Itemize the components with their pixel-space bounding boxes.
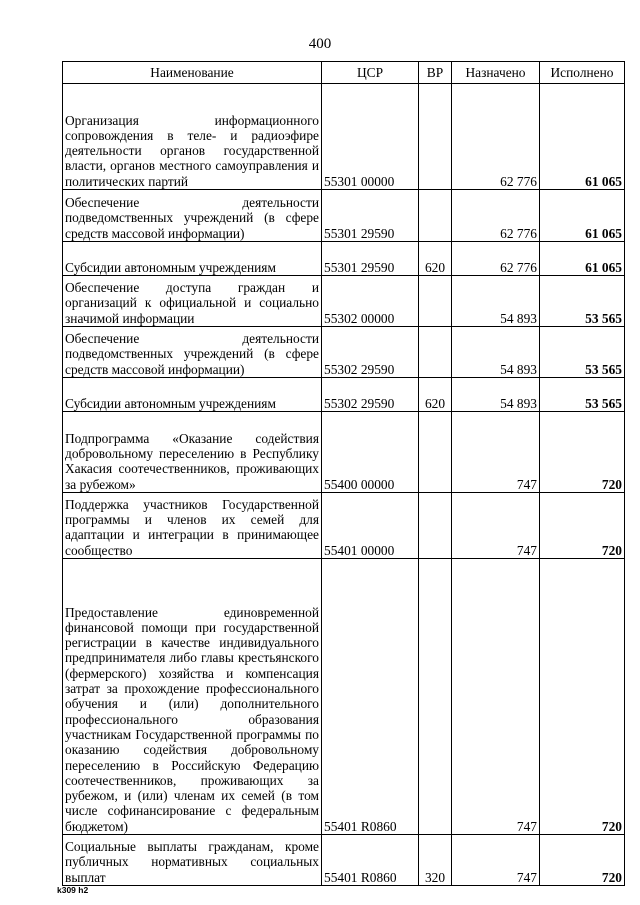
row-vr: 320 xyxy=(419,835,452,886)
row-executed: 61 065 xyxy=(540,190,625,242)
table-row xyxy=(63,835,625,886)
table-row xyxy=(63,559,625,835)
row-name: Обеспечение деятельности подведомственных учреждений (в сфере средств массовой информации) xyxy=(63,327,322,378)
row-csr: 55401 R0860 xyxy=(322,559,419,835)
row-csr: 55401 R0860 xyxy=(322,835,419,886)
row-executed: 61 065 xyxy=(540,242,625,276)
row-planned: 54 893 xyxy=(452,378,540,412)
row-planned: 54 893 xyxy=(452,327,540,378)
row-planned: 62 776 xyxy=(452,84,540,190)
row-planned: 62 776 xyxy=(452,242,540,276)
header-vr: ВР xyxy=(419,62,452,84)
row-planned: 747 xyxy=(452,835,540,886)
row-executed: 720 xyxy=(540,412,625,493)
row-planned: 747 xyxy=(452,559,540,835)
row-planned: 62 776 xyxy=(452,190,540,242)
row-name: Обеспечение доступа граждан и организаций к официальной и социально значимой информации xyxy=(63,276,322,327)
row-name: Предоставление единовременной финансовой помощи при государственной регистрации в качестве индивидуального предпринимателя либо главы крестьянского (фермерского) хозяйства и компенсация затрат за прохождение профессионального обучения и (или) дополнительного профессионального образования участникам Государственной программы по оказанию содействия добровольному переселению в Российскую Федерацию соотечественников, проживающих за рубежом, и (или) членам их семей (в том числе софинансирование с федеральным бюджетом) xyxy=(63,559,322,835)
header-executed: Исполнено xyxy=(540,62,625,84)
table-row xyxy=(63,242,625,276)
row-vr xyxy=(419,559,452,835)
row-vr xyxy=(419,84,452,190)
row-executed: 720 xyxy=(540,493,625,559)
row-executed: 53 565 xyxy=(540,327,625,378)
table-row xyxy=(63,493,625,559)
row-name: Подпрограмма «Оказание содействия добровольному переселению в Республику Хакасия соотечественников, проживающих за рубежом» xyxy=(63,412,322,493)
budget-table xyxy=(62,61,625,886)
row-executed: 720 xyxy=(540,835,625,886)
footer-code: k309 h2 xyxy=(57,885,89,895)
row-vr xyxy=(419,327,452,378)
row-planned: 747 xyxy=(452,493,540,559)
row-csr: 55302 00000 xyxy=(322,276,419,327)
row-planned: 747 xyxy=(452,412,540,493)
row-name: Субсидии автономным учреждениям xyxy=(63,378,322,412)
row-name: Обеспечение деятельности подведомственных учреждений (в сфере средств массовой информации) xyxy=(63,190,322,242)
row-csr: 55302 29590 xyxy=(322,327,419,378)
row-executed: 61 065 xyxy=(540,84,625,190)
row-executed: 53 565 xyxy=(540,276,625,327)
table-row xyxy=(63,378,625,412)
table-row xyxy=(63,84,625,190)
header-planned: Назначено xyxy=(452,62,540,84)
table-row xyxy=(63,276,625,327)
row-csr: 55301 29590 xyxy=(322,190,419,242)
page-number: 400 xyxy=(308,36,332,52)
row-csr: 55401 00000 xyxy=(322,493,419,559)
row-vr xyxy=(419,493,452,559)
row-csr: 55302 29590 xyxy=(322,378,419,412)
row-planned: 54 893 xyxy=(452,276,540,327)
row-csr: 55400 00000 xyxy=(322,412,419,493)
row-executed: 53 565 xyxy=(540,378,625,412)
row-vr: 620 xyxy=(419,242,452,276)
row-vr: 620 xyxy=(419,378,452,412)
row-name: Поддержка участников Государственной программы и членов их семей для адаптации и интеграции в принимающее сообщество xyxy=(63,493,322,559)
row-csr: 55301 29590 xyxy=(322,242,419,276)
row-vr xyxy=(419,412,452,493)
row-vr xyxy=(419,190,452,242)
row-csr: 55301 00000 xyxy=(322,84,419,190)
row-name: Социальные выплаты гражданам, кроме публичных нормативных социальных выплат xyxy=(63,835,322,886)
table-row xyxy=(63,190,625,242)
table-row xyxy=(63,412,625,493)
row-vr xyxy=(419,276,452,327)
row-name: Организация информационного сопровождения в теле- и радиоэфире деятельности органов государственной власти, органов местного самоуправления и политических партий xyxy=(63,84,322,190)
header-csr: ЦСР xyxy=(322,62,419,84)
table-row xyxy=(63,327,625,378)
header-name: Наименование xyxy=(63,62,322,84)
row-executed: 720 xyxy=(540,559,625,835)
table-header-row xyxy=(63,62,625,84)
row-name: Субсидии автономным учреждениям xyxy=(63,242,322,276)
